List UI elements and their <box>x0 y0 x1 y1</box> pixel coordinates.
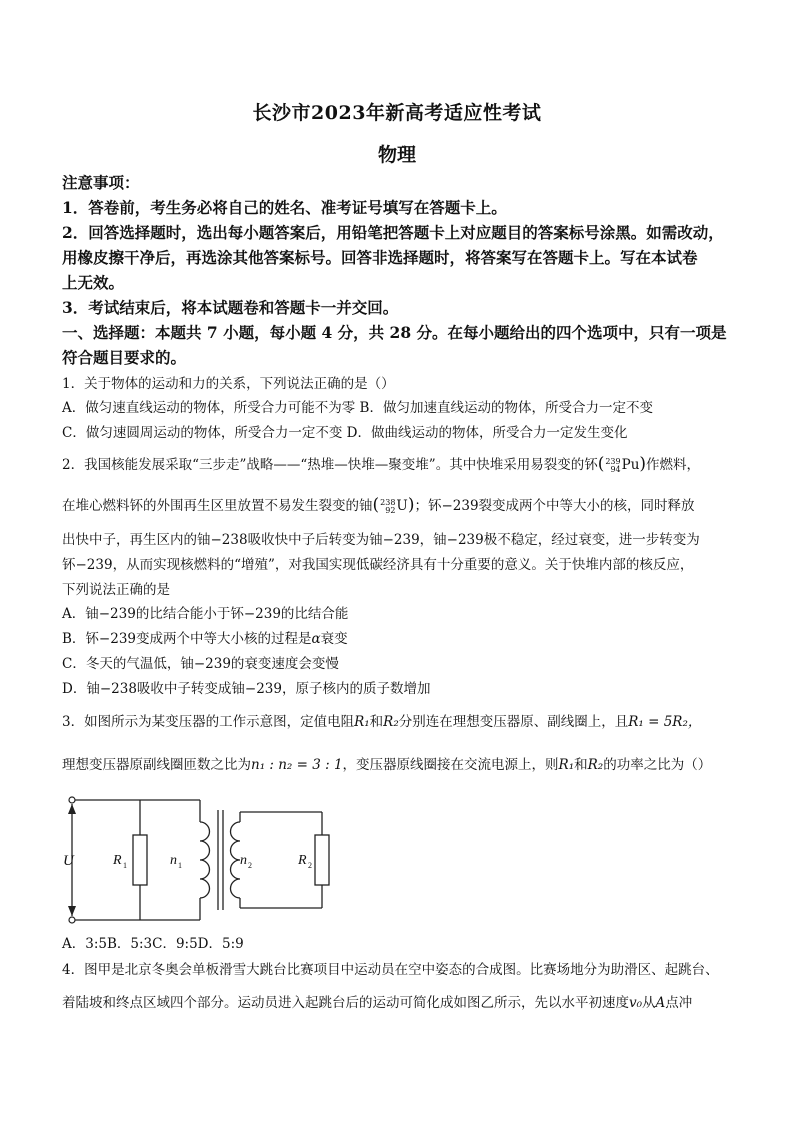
r1-resistor <box>133 835 147 885</box>
q2-line-3: 出快中子，再生区内的铀−238吸收快中子后转变为铀−239，铀−239极不稳定，经过衰变，进一步转变为 <box>62 532 700 548</box>
n1-label: n <box>170 853 177 868</box>
q2-line-5: 下列说法正确的是 <box>62 582 170 598</box>
q2-option-b-text-a: B．钚−239变成两个中等大小核的过程是 <box>62 631 312 647</box>
n2-label-sub: 2 <box>248 861 252 870</box>
n1-label-sub: 1 <box>178 861 182 870</box>
notice-item-3: 3．考试结束后，将本试题卷和答题卡一并交回。 <box>62 298 399 317</box>
alpha-symbol: α <box>311 631 321 647</box>
q2-option-a: A．铀−239的比结合能小于钚−239的比结合能 <box>62 606 349 622</box>
voltage-label: U <box>63 853 74 869</box>
q2-option-d: D．铀−238吸收中子转变成铀−239，原子核内的质子数增加 <box>62 681 431 697</box>
r2-resistor <box>315 835 329 885</box>
exam-title: 长沙市2023年新高考适应性考试 <box>252 102 542 124</box>
u-atomic-number: 92 <box>385 505 396 515</box>
notice-item-2-line-3: 上无效。 <box>62 273 125 292</box>
q2-line-2-text-b: ；钚−239裂变成两个中等大小的核，同时释放 <box>414 498 695 514</box>
arrow-head-down <box>68 906 76 916</box>
resistance-relation: R₁ = 5R₂， <box>628 714 702 730</box>
q3-options: A．3:5B．5:3C．9:5D．5:9 <box>62 936 244 952</box>
r1-label: R <box>113 853 122 868</box>
v0-symbol: v₀ <box>629 995 643 1011</box>
close-paren: ) <box>639 454 647 474</box>
exam-subject: 物理 <box>377 144 416 166</box>
q3-line-1-text-b: 和 <box>369 714 384 730</box>
and-word: 和 <box>574 757 588 773</box>
q2-line-1-text-a: 2．我国核能发展采取“三步走”战略——“热堆—快堆—聚变堆”。其中快堆采用易裂变的钚 <box>62 457 598 473</box>
pu-mass-number: 239 <box>605 456 621 466</box>
r2-symbol: R₂ <box>383 714 399 730</box>
r2-symbol: R₂ <box>587 757 604 773</box>
turns-ratio: n₁ : n₂ = 3 : 1 <box>251 757 343 773</box>
q1-stem: 1．关于物体的运动和力的关系，下列说法正确的是（） <box>62 376 395 392</box>
arrow-head-up <box>68 804 76 814</box>
notice-item-1: 1．答卷前，考生务必将自己的姓名、准考证号填写在答题卡上。 <box>62 198 507 217</box>
q3-line-2 <box>62 756 711 774</box>
u-mass-number: 238 <box>380 497 396 507</box>
terminal-bottom <box>69 917 75 923</box>
transformer-circuit-diagram <box>60 790 340 930</box>
q3-line-2-text-b: ，变压器原线圈接在交流电源上，则 <box>342 757 559 773</box>
q3-line-2-text-c: 的功率之比为（） <box>603 757 712 773</box>
r2-label-sub: 2 <box>308 861 312 870</box>
pu-symbol: Pu <box>621 457 640 473</box>
r1-symbol: R₁ <box>354 714 370 730</box>
q2-option-b <box>62 630 348 648</box>
q4-line-2-text-c: 点冲 <box>665 995 693 1011</box>
q2-option-c: C．冬天的气温低，铀−239的衰变速度会变慢 <box>62 656 339 672</box>
r1-symbol: R₁ <box>558 757 575 773</box>
secondary-coil <box>231 822 241 898</box>
q2-line-4: 钚−239，从而实现核燃料的“增殖”，对我国实现低碳经济具有十分重要的意义。关于快堆内部的核反应， <box>62 557 694 573</box>
pu-nuclide-numbers <box>605 458 620 474</box>
q1-options-line-1: A．做匀速直线运动的物体，所受合力可能不为零 B．做匀加速直线运动的物体，所受合力一定不变 <box>62 400 653 416</box>
n2-label: n <box>240 853 247 868</box>
terminal-top <box>69 797 75 803</box>
q3-line-1-text-c: 分别连在理想变压器原、副线圈上，且 <box>398 714 629 730</box>
notice-item-2-line-2: 用橡皮擦干净后，再选涂其他答案标号。回答非选择题时，将答案写在答题卡上。写在本试卷 <box>62 248 698 267</box>
u-symbol: U <box>396 498 408 514</box>
open-paren: ( <box>597 454 605 474</box>
u-nuclide-numbers <box>380 499 395 515</box>
primary-coil <box>200 822 210 898</box>
pu-atomic-number: 94 <box>610 464 621 474</box>
q4-line-2-text-b: 从 <box>642 995 656 1011</box>
q2-line-2 <box>62 496 695 515</box>
q4-line-2-text-a: 着陆坡和终点区域四个部分。运动员进入起跳台后的运动可简化成如图乙所示，先以水平初速度 <box>62 995 629 1011</box>
open-paren: ( <box>372 495 380 515</box>
q3-line-2-text-a: 理想变压器原副线圈匝数之比为 <box>62 757 251 773</box>
q4-line-1: 4．图甲是北京冬奥会单板滑雪大跳台比赛项目中运动员在空中姿态的合成图。比赛场地分为助滑区、起跳台、 <box>62 962 719 978</box>
r2-label: R <box>298 853 307 868</box>
section-1-heading-line-1: 一、选择题：本题共 7 小题，每小题 4 分，共 28 分。在每小题给出的四个选项中，只有一项是 <box>62 323 727 342</box>
notice-heading: 注意事项： <box>62 173 140 192</box>
r1-label-sub: 1 <box>123 861 127 870</box>
q3-line-1 <box>62 713 701 731</box>
point-a-symbol: A <box>655 995 666 1011</box>
section-1-heading-line-2: 符合题目要求的。 <box>62 348 187 367</box>
notice-item-2-line-1: 2．回答选择题时，选出每小题答案后，用铅笔把答题卡上对应题目的答案标号涂黑。如需改动， <box>62 223 724 242</box>
q1-options-line-2: C．做匀速圆周运动的物体，所受合力一定不变 D．做曲线运动的物体，所受合力一定发生变化 <box>62 425 628 441</box>
q2-option-b-text-b: 衰变 <box>320 631 348 647</box>
q2-line-1-text-b: 作燃料， <box>646 457 701 473</box>
q2-line-2-text-a: 在堆心燃料钚的外围再生区里放置不易发生裂变的铀 <box>62 498 373 514</box>
q2-line-1 <box>62 455 700 474</box>
close-paren: ) <box>407 495 415 515</box>
q3-line-1-text-a: 3．如图所示为某变压器的工作示意图，定值电阻 <box>62 714 355 730</box>
q4-line-2 <box>62 994 692 1012</box>
